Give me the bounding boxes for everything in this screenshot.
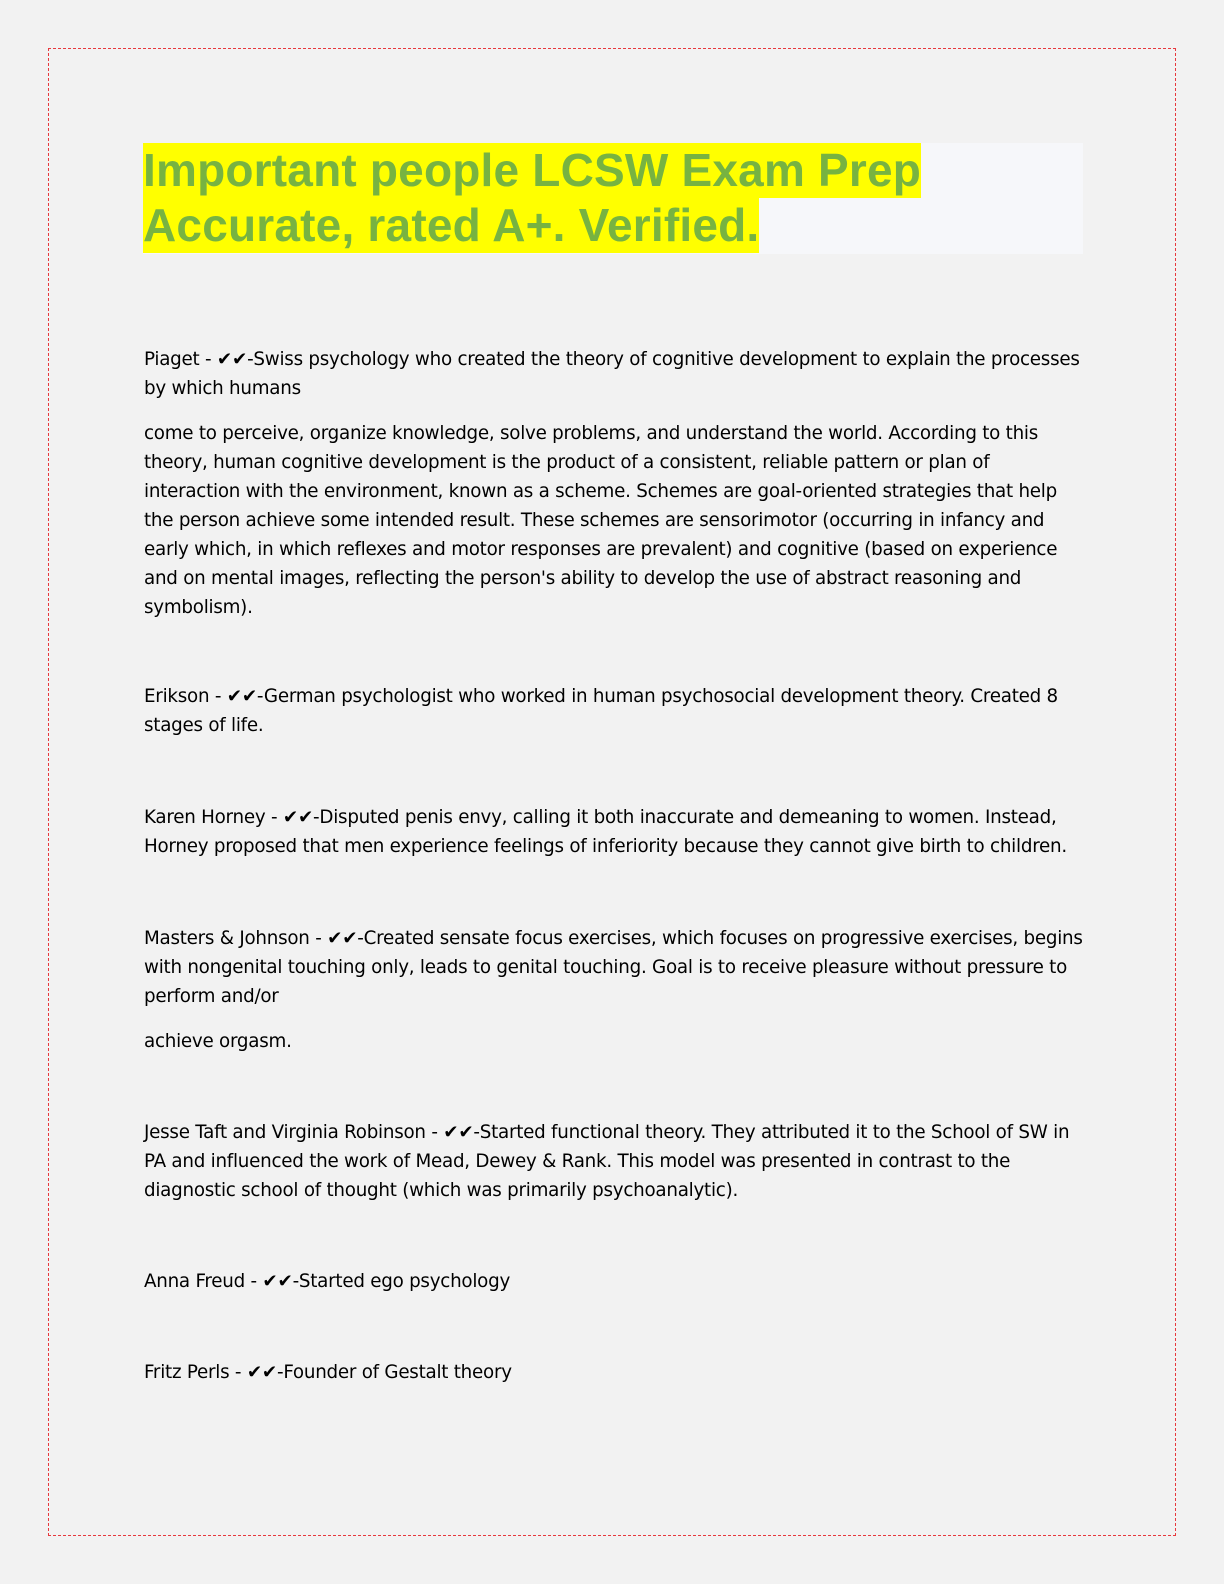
entry-description: -Disputed penis envy, calling it both inaccurate and demeaning to women. Instead, Horney proposed that men experience feelings of inferiority because they cannot give birth to children. [144,807,1067,857]
title-line-2: Accurate, rated A+. Verified. [143,199,760,251]
entry-text: Karen Horney - ✔✔-Disputed penis envy, calling it both inaccurate and demeaning to women. Instead, Horney proposed that men experience feelings of inferiority because they cannot give birth to children. [144,807,1067,857]
entry-text: Masters & Johnson - ✔✔-Created sensate focus exercises, which focuses on progressive exercises, begins with nongenital touching only, leads to genital touching. Goal is to receive pleasure without pressure to perform and/or [144,928,1083,1007]
entry-masters-johnson [144,924,1084,1056]
entry-name: Piaget [144,349,200,370]
entry-description: -Started ego psychology [292,1271,511,1292]
entry-description: -Started functional theory. They attributed it to the School of SW in PA and influenced the work of Mead, Dewey & Rank. This model was presented in contrast to the diagnostic school of thought (which was primarily psychoanalytic). [144,1122,1070,1201]
entry-text: Fritz Perls - ✔✔-Founder of Gestalt theory [144,1362,512,1383]
check-icon: ✔✔ [246,1362,277,1383]
entry-description: -Founder of Gestalt theory [276,1362,512,1383]
entry-text: Piaget - ✔✔-Swiss psychology who created the theory of cognitive development to explain the processes by which humans [144,349,1080,399]
entry-karen-horney [144,803,1084,861]
entry-name: Erikson [144,686,210,707]
entry-description: -German psychologist who worked in human psychosocial development theory. Created 8 stages of life. [144,686,1058,736]
entry-taft-robinson [144,1118,1084,1205]
entry-description: -Created sensate focus exercises, which focuses on progressive exercises, begins with nongenital touching only, leads to genital touching. Goal is to receive pleasure without pressure to perform and/or [144,928,1083,1007]
entry-name: Masters & Johnson [144,928,310,949]
title-line-1: Important people LCSW Exam Prep [143,144,922,196]
entry-text: Jesse Taft and Virginia Robinson - ✔✔-Started functional theory. They attributed it to the School of SW in PA and influenced the work of Mead, Dewey & Rank. This model was presented in contrast to the diagnostic school of thought (which was primarily psychoanalytic). [144,1122,1070,1201]
entry-piaget [144,345,1084,622]
entry-continuation: achieve orgasm. [144,1031,292,1052]
entry-name: Karen Horney [144,807,266,828]
page-border [48,48,1176,1536]
entry-name: Jesse Taft and Virginia Robinson [144,1122,426,1143]
entry-name: Fritz Perls [144,1362,230,1383]
entry-continuation: come to perceive, organize knowledge, solve problems, and understand the world. According to this theory, human cognitive development is the product of a consistent, reliable pattern or plan of interaction with the environment, known as a scheme. Schemes are goal-oriented strategies that help the person achieve some intended result. These schemes are sensorimotor (occurring in infancy and early which, in which reflexes and motor responses are prevalent) and cognitive (based on experience and on mental images, reflecting the person's ability to develop the use of abstract reasoning and symbolism). [144,423,1058,618]
entry-erikson [144,682,1084,740]
check-icon: ✔✔ [282,807,314,828]
document-title [143,143,1083,254]
entry-name: Anna Freud [144,1271,245,1292]
entry-text: Anna Freud - ✔✔-Started ego psychology [144,1271,511,1292]
check-icon: ✔✔ [226,686,257,707]
entry-text: Erikson - ✔✔-German psychologist who worked in human psychosocial development theory. Created 8 stages of life. [144,686,1058,736]
check-icon: ✔✔ [443,1122,474,1143]
entry-anna-freud [144,1267,510,1296]
entry-fritz-perls [144,1358,512,1387]
check-icon: ✔✔ [216,349,248,370]
check-icon: ✔✔ [262,1271,293,1292]
check-icon: ✔✔ [327,928,358,949]
entry-description: -Swiss psychology who created the theory of cognitive development to explain the processes by which humans [144,349,1080,399]
